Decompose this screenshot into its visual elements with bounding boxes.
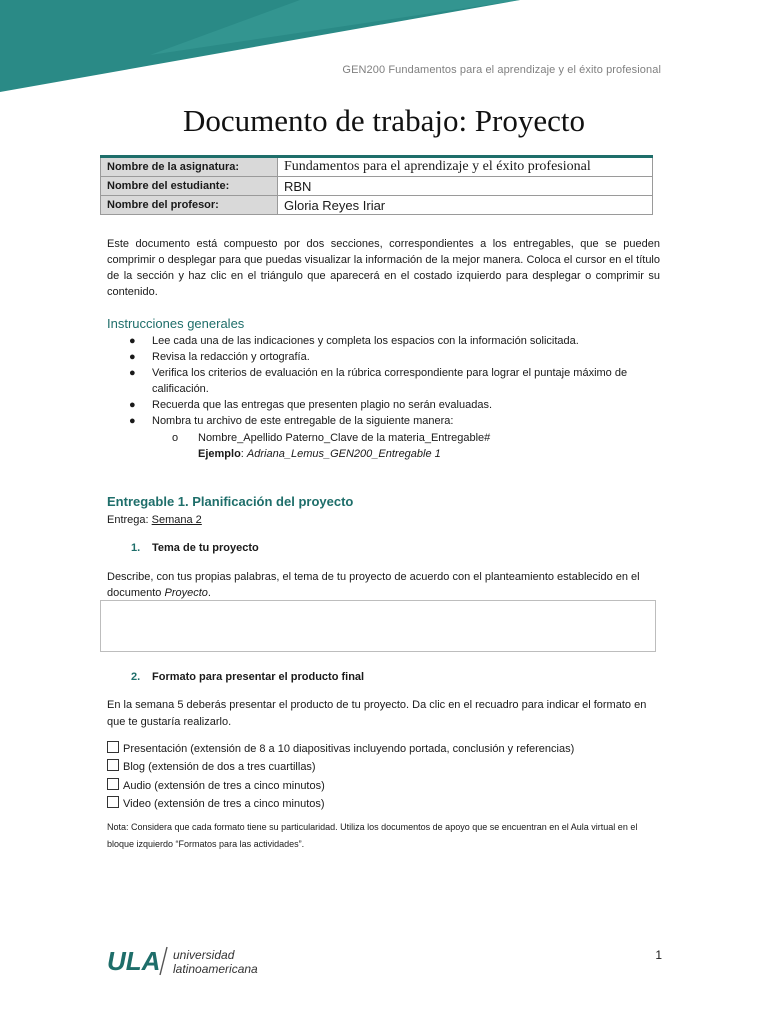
checkbox-icon[interactable] [107,741,119,753]
list-item: ● Recuerda que las entregas que presenten plagio no serán evaluadas. [129,399,493,411]
delivery-week: Semana 2 [151,514,202,526]
naming-pattern: Nombre_Apellido Paterno_Clave de la materia_Entregable# [198,432,491,444]
page-title: Documento de trabajo: Proyecto [182,103,586,138]
header-banner [0,0,768,100]
list-item: ● Nombra tu archivo de este entregable de la siguiente manera: [129,415,454,427]
item-2-title: 2. Formato para presentar el producto final [131,671,365,683]
circle-bullet-icon: o [172,432,179,444]
table-row [101,177,653,196]
student-label: Nombre del estudiante: [101,177,278,196]
intro-paragraph: Este documento está compuesto por dos secciones, correspondientes a los entregables, que se pueden comprimir o desplegar para que puedas visualizar la información de la mejor manera. Coloca el cursor en el título de la sección y haz clic en el triángulo que aparecerá en el costado izquierdo para desplegar o comprimir su contenido. [107,238,660,298]
format-options [107,740,574,813]
format-note: Nota: Considera que cada formato tiene su particularidad. Utiliza los documentos de apoyo que se encuentran en el Aula virtual en el bloque izquierdo “Formatos para las actividades”. [107,822,638,849]
bullet-icon: ● [129,335,136,347]
university-logo [107,943,287,979]
project-topic-input[interactable] [100,600,656,652]
instructions-list [107,333,660,429]
course-header: GEN200 Fundamentos para el aprendizaje y el éxito profesional [342,64,661,76]
checkbox-icon[interactable] [107,759,119,771]
option-blog[interactable]: Blog (extensión de dos a tres cuartillas) [107,758,574,776]
teacher-label: Nombre del profesor: [101,196,278,215]
option-audio[interactable]: Audio (extensión de tres a cinco minutos) [107,777,574,795]
bullet-icon: ● [129,399,136,411]
info-table [100,155,653,215]
student-field[interactable]: RBN [278,177,653,196]
naming-example: Ejemplo: Adriana_Lemus_GEN200_Entregable 1 [198,448,441,460]
delivery-line: Entrega: Semana 2 [107,514,202,526]
list-item: ● Lee cada una de las indicaciones y completa los espacios con la información solicitada. [129,335,579,347]
bullet-icon: ● [129,415,136,427]
logo-line-1: universidad [173,948,235,962]
item-1-description: Describe, con tus propias palabras, el tema de tu proyecto de acuerdo con el planteamiento establecido en el documento Proyecto. [107,571,640,599]
table-row [101,157,653,177]
bullet-icon: ● [129,351,136,363]
table-row [101,196,653,215]
checkbox-icon[interactable] [107,778,119,790]
entregable1-heading[interactable]: Entregable 1. Planificación del proyecto [107,494,354,509]
logo-line-2: latinoamericana [173,962,258,976]
page-number: 1 [655,948,662,962]
item-2-description: En la semana 5 deberás presentar el producto de tu proyecto. Da clic en el recuadro para indicar el formato en que te gustaría realizarlo. [107,699,647,728]
bullet-icon: ● [129,367,136,379]
list-item: ● Verifica los criterios de evaluación en la rúbrica correspondiente para lograr el puntaje máximo de calificación. [129,367,628,395]
option-video[interactable]: Video (extensión de tres a cinco minutos) [107,795,574,813]
teacher-field[interactable]: Gloria Reyes Iriar [278,196,653,215]
option-presentation[interactable]: Presentación (extensión de 8 a 10 diapositivas incluyendo portada, conclusión y referencias) [107,740,574,758]
general-instructions-heading[interactable]: Instrucciones generales [107,316,245,331]
checkbox-icon[interactable] [107,796,119,808]
logo-mark: ULA [107,946,161,976]
list-item: ● Revisa la redacción y ortografía. [129,351,310,363]
item-1-title: 1. Tema de tu proyecto [131,542,259,554]
subject-field[interactable]: Fundamentos para el aprendizaje y el éxito profesional [278,157,653,177]
naming-format [172,430,490,462]
subject-label: Nombre de la asignatura: [101,157,278,177]
